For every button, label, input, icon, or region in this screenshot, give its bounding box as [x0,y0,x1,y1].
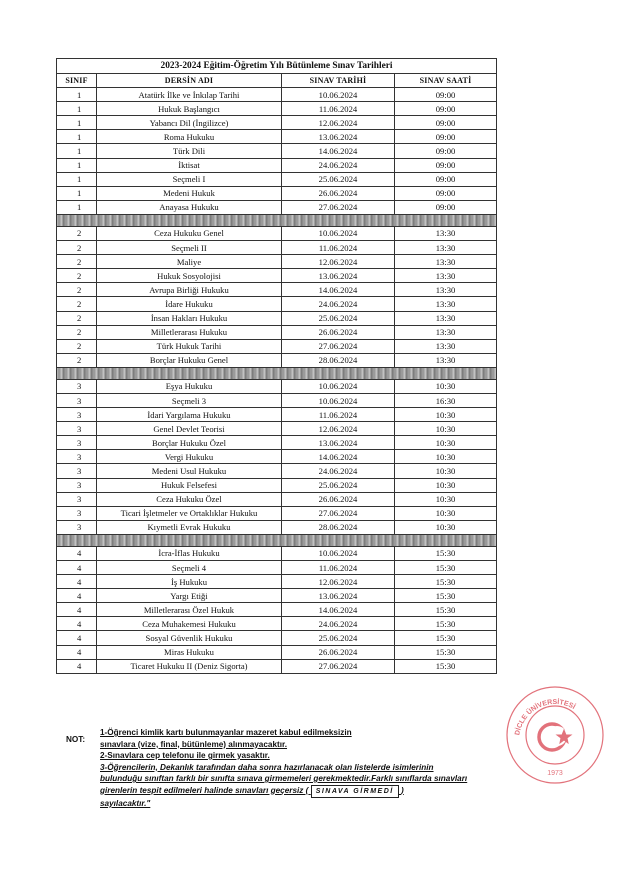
cell-ders: Hukuk Felsefesi [97,478,282,492]
cell-ders: Ceza Hukuku Özel [97,492,282,506]
cell-ders: Maliye [97,255,282,269]
cell-ders: Seçmeli I [97,172,282,186]
table-row [57,158,497,172]
table-title: 2023-2024 Eğitim-Öğretim Yılı Bütünleme Sınav Tarihleri [57,59,497,74]
table-row [57,241,497,255]
cell-tarih: 10.06.2024 [282,546,395,560]
cell-ders: Medeni Hukuk [97,186,282,200]
cell-ders: Sosyal Güvenlik Hukuku [97,631,282,645]
group-separator [57,214,497,226]
cell-tarih: 12.06.2024 [282,116,395,130]
cell-tarih: 27.06.2024 [282,200,395,214]
cell-saat: 10:30 [395,492,497,506]
table-row [57,659,497,673]
header-saat: SINAV SAATİ [395,74,497,88]
cell-sinif: 2 [57,255,97,269]
cell-tarih: 14.06.2024 [282,450,395,464]
cell-sinif: 3 [57,379,97,393]
cell-saat: 15:30 [395,617,497,631]
cell-sinif: 2 [57,353,97,367]
cell-saat: 09:00 [395,102,497,116]
cell-sinif: 4 [57,617,97,631]
notes-body [100,727,520,810]
cell-sinif: 3 [57,436,97,450]
cell-sinif: 3 [57,464,97,478]
cell-ders: Ticaret Hukuku II (Deniz Sigorta) [97,659,282,673]
cell-saat: 09:00 [395,200,497,214]
cell-sinif: 1 [57,116,97,130]
cell-ders: Anayasa Hukuku [97,200,282,214]
cell-saat: 10:30 [395,506,497,520]
cell-saat: 10:30 [395,422,497,436]
table-row [57,617,497,631]
cell-ders: Borçlar Hukuku Genel [97,353,282,367]
cell-sinif: 1 [57,200,97,214]
note-3c-pre: girenlerin tespit edilmeleri halinde sınavları geçersiz ( [100,785,309,795]
cell-tarih: 14.06.2024 [282,283,395,297]
cell-saat: 13:30 [395,311,497,325]
cell-ders: Seçmeli 3 [97,393,282,407]
cell-saat: 10:30 [395,436,497,450]
table-row [57,478,497,492]
cell-tarih: 14.06.2024 [282,603,395,617]
cell-sinif: 4 [57,659,97,673]
cell-sinif: 2 [57,269,97,283]
table-row [57,311,497,325]
cell-ders: Seçmeli 4 [97,561,282,575]
cell-sinif: 4 [57,645,97,659]
cell-ders: Kıymetli Evrak Hukuku [97,520,282,534]
cell-saat: 15:30 [395,659,497,673]
group-separator [57,367,497,379]
table-row [57,130,497,144]
note-3c [100,785,520,799]
cell-tarih: 28.06.2024 [282,353,395,367]
cell-sinif: 2 [57,241,97,255]
cell-sinif: 2 [57,311,97,325]
cell-ders: İdari Yargılama Hukuku [97,408,282,422]
notes-label: NOT: [66,735,86,744]
cell-ders: Türk Hukuk Tarihi [97,339,282,353]
cell-tarih: 10.06.2024 [282,226,395,240]
table-row [57,144,497,158]
cell-sinif: 3 [57,520,97,534]
cell-sinif: 3 [57,478,97,492]
cell-saat: 10:30 [395,520,497,534]
cell-sinif: 4 [57,575,97,589]
header-ders: DERSİN ADI [97,74,282,88]
cell-sinif: 1 [57,88,97,102]
cell-saat: 13:30 [395,325,497,339]
table-row [57,226,497,240]
cell-tarih: 26.06.2024 [282,492,395,506]
table-row [57,102,497,116]
table-title-row [57,59,497,74]
header-tarih: SINAV TARİHİ [282,74,395,88]
cell-tarih: 26.06.2024 [282,325,395,339]
seal-year: 1973 [547,770,563,777]
cell-tarih: 10.06.2024 [282,393,395,407]
table-row [57,506,497,520]
cell-saat: 15:30 [395,631,497,645]
cell-sinif: 3 [57,506,97,520]
cell-tarih: 25.06.2024 [282,311,395,325]
cell-saat: 09:00 [395,144,497,158]
cell-tarih: 11.06.2024 [282,408,395,422]
cell-tarih: 11.06.2024 [282,241,395,255]
cell-sinif: 4 [57,631,97,645]
cell-sinif: 1 [57,102,97,116]
cell-sinif: 2 [57,325,97,339]
note-3c-post: ) [401,785,404,795]
cell-tarih: 11.06.2024 [282,561,395,575]
cell-ders: Avrupa Birliği Hukuku [97,283,282,297]
cell-sinif: 4 [57,561,97,575]
cell-sinif: 2 [57,226,97,240]
cell-ders: İnsan Hakları Hukuku [97,311,282,325]
cell-sinif: 3 [57,422,97,436]
cell-ders: Yabancı Dil (İngilizce) [97,116,282,130]
note-1b: sınavlara (vize, final, bütünleme) alınmayacaktır. [100,739,288,749]
table-row [57,283,497,297]
cell-sinif: 3 [57,492,97,506]
table-row [57,645,497,659]
cell-saat: 13:30 [395,269,497,283]
cell-ders: Hukuk Başlangıcı [97,102,282,116]
table-row [57,464,497,478]
cell-tarih: 14.06.2024 [282,144,395,158]
cell-saat: 13:30 [395,339,497,353]
table-row [57,589,497,603]
cell-sinif: 3 [57,450,97,464]
university-seal-icon [502,682,608,788]
cell-sinif: 4 [57,603,97,617]
cell-saat: 09:00 [395,116,497,130]
cell-ders: Ceza Muhakemesi Hukuku [97,617,282,631]
table-row [57,353,497,367]
note-2: 2-Sınavlara cep telefonu ile girmek yasaktır. [100,751,270,760]
table-row [57,422,497,436]
cell-saat: 09:00 [395,186,497,200]
table-row [57,325,497,339]
cell-ders: İdare Hukuku [97,297,282,311]
table-row [57,546,497,560]
table-row [57,436,497,450]
cell-sinif: 1 [57,144,97,158]
table-row [57,520,497,534]
cell-ders: Borçlar Hukuku Özel [97,436,282,450]
cell-ders: Milletlerarası Özel Hukuk [97,603,282,617]
cell-sinif: 1 [57,130,97,144]
cell-sinif: 2 [57,339,97,353]
table-header-row [57,74,497,88]
table-row [57,200,497,214]
cell-ders: Medeni Usul Hukuku [97,464,282,478]
cell-saat: 09:00 [395,88,497,102]
note-3c-boxed: SINAVA GİRMEDİ [311,785,399,799]
note-1a: 1-Öğrenci kimlik kartı bulunmayanlar mazeret kabul edilmeksizin [100,728,352,737]
cell-saat: 13:30 [395,226,497,240]
seal-text: DİCLE ÜNİVERSİTESİ [514,698,577,736]
cell-saat: 16:30 [395,393,497,407]
cell-ders: Roma Hukuku [97,130,282,144]
cell-ders: Atatürk İlke ve İnkılap Tarihi [97,88,282,102]
cell-ders: Hukuk Sosyolojisi [97,269,282,283]
cell-tarih: 10.06.2024 [282,88,395,102]
cell-saat: 13:30 [395,297,497,311]
table-row [57,172,497,186]
cell-tarih: 26.06.2024 [282,186,395,200]
group-separator-cell [57,214,497,226]
table-row [57,631,497,645]
table-row [57,255,497,269]
cell-ders: Eşya Hukuku [97,379,282,393]
table-row [57,186,497,200]
cell-saat: 10:30 [395,478,497,492]
table-row [57,269,497,283]
cell-tarih: 13.06.2024 [282,269,395,283]
group-separator [57,534,497,546]
cell-ders: İş Hukuku [97,575,282,589]
table-row [57,603,497,617]
cell-tarih: 25.06.2024 [282,631,395,645]
cell-sinif: 1 [57,186,97,200]
cell-ders: İcra-İflas Hukuku [97,546,282,560]
cell-tarih: 13.06.2024 [282,130,395,144]
table-row [57,492,497,506]
cell-saat: 10:30 [395,379,497,393]
exam-schedule-table [56,58,497,674]
cell-saat: 15:30 [395,561,497,575]
group-separator-cell [57,367,497,379]
cell-ders: Ticari İşletmeler ve Ortaklıklar Hukuku [97,506,282,520]
cell-ders: Türk Dili [97,144,282,158]
cell-tarih: 27.06.2024 [282,659,395,673]
cell-sinif: 4 [57,589,97,603]
cell-ders: İktisat [97,158,282,172]
cell-ders: Milletlerarası Hukuku [97,325,282,339]
cell-tarih: 12.06.2024 [282,255,395,269]
cell-tarih: 28.06.2024 [282,520,395,534]
cell-tarih: 11.06.2024 [282,102,395,116]
cell-saat: 15:30 [395,575,497,589]
cell-saat: 09:00 [395,172,497,186]
header-sinif: SINIF [57,74,97,88]
cell-sinif: 3 [57,408,97,422]
cell-tarih: 13.06.2024 [282,589,395,603]
cell-sinif: 4 [57,546,97,560]
cell-sinif: 2 [57,297,97,311]
table-row [57,88,497,102]
cell-tarih: 27.06.2024 [282,506,395,520]
cell-ders: Miras Hukuku [97,645,282,659]
cell-saat: 10:30 [395,408,497,422]
cell-ders: Yargı Etiği [97,589,282,603]
cell-sinif: 1 [57,172,97,186]
table-row [57,379,497,393]
cell-saat: 15:30 [395,546,497,560]
cell-tarih: 25.06.2024 [282,478,395,492]
cell-tarih: 24.06.2024 [282,158,395,172]
table-row [57,561,497,575]
cell-saat: 15:30 [395,645,497,659]
cell-sinif: 1 [57,158,97,172]
cell-saat: 10:30 [395,464,497,478]
cell-tarih: 24.06.2024 [282,464,395,478]
cell-saat: 15:30 [395,603,497,617]
group-separator-cell [57,534,497,546]
cell-saat: 13:30 [395,353,497,367]
cell-tarih: 13.06.2024 [282,436,395,450]
table-row [57,393,497,407]
cell-saat: 13:30 [395,283,497,297]
note-3d: sayılacaktır." [100,799,151,808]
table-row [57,297,497,311]
cell-tarih: 12.06.2024 [282,422,395,436]
cell-saat: 10:30 [395,450,497,464]
cell-saat: 15:30 [395,589,497,603]
table-row [57,339,497,353]
cell-sinif: 3 [57,393,97,407]
table-row [57,408,497,422]
cell-tarih: 27.06.2024 [282,339,395,353]
cell-ders: Vergi Hukuku [97,450,282,464]
cell-saat: 09:00 [395,130,497,144]
table-row [57,575,497,589]
table-body [57,88,497,674]
cell-saat: 09:00 [395,158,497,172]
cell-tarih: 24.06.2024 [282,617,395,631]
note-3b: bulunduğu sınıftan farklı bir sınıfta sınava girmemeleri gerekmektedir.Farklı sınıflarda sınavları [100,774,468,783]
note-3a: 3-Öğrencilerin, Dekanlık tarafından daha sonra hazırlanacak olan listelerde isimlerinin [100,762,434,772]
cell-sinif: 2 [57,283,97,297]
cell-ders: Genel Devlet Teorisi [97,422,282,436]
table-row [57,116,497,130]
cell-saat: 13:30 [395,241,497,255]
cell-tarih: 24.06.2024 [282,297,395,311]
cell-ders: Seçmeli II [97,241,282,255]
table-row [57,450,497,464]
cell-tarih: 12.06.2024 [282,575,395,589]
cell-tarih: 26.06.2024 [282,645,395,659]
cell-ders: Ceza Hukuku Genel [97,226,282,240]
cell-tarih: 25.06.2024 [282,172,395,186]
cell-saat: 13:30 [395,255,497,269]
cell-tarih: 10.06.2024 [282,379,395,393]
